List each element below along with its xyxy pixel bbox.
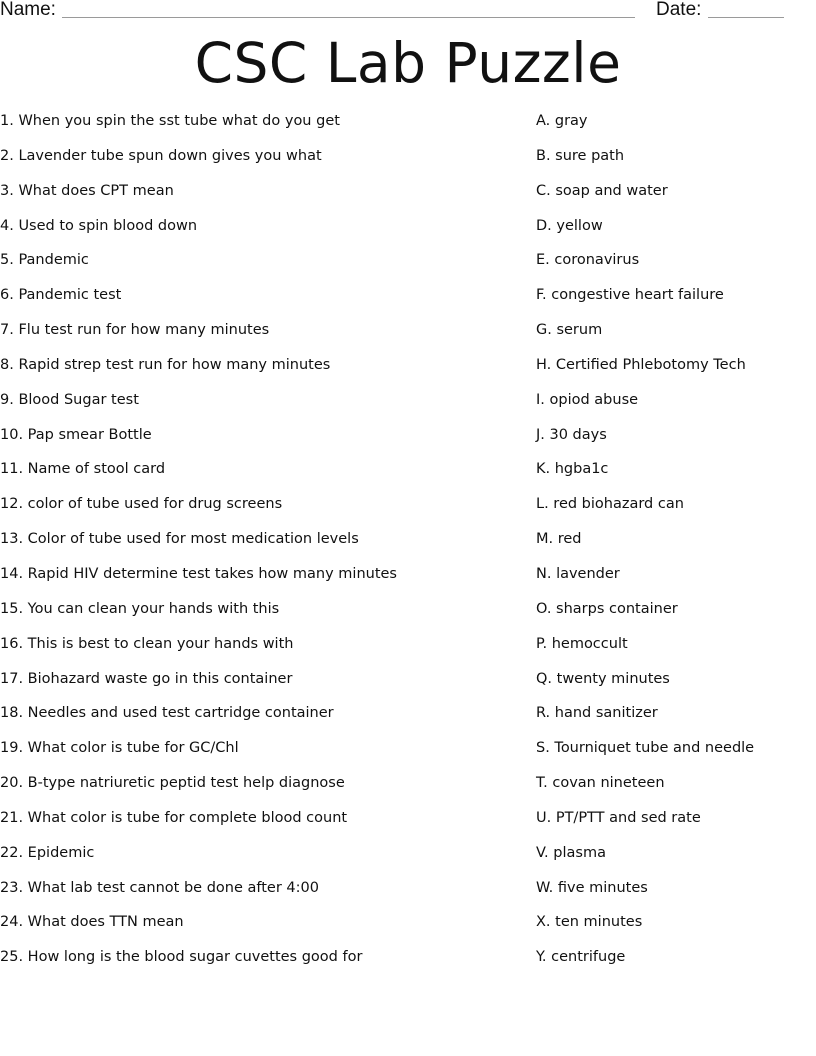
answer-item: H. Certified Phlebotomy Tech xyxy=(536,356,746,373)
header-row xyxy=(0,0,816,24)
clue-item: 17. Biohazard waste go in this container xyxy=(0,670,293,687)
clue-item: 16. This is best to clean your hands with xyxy=(0,635,294,652)
clue-item: 3. What does CPT mean xyxy=(0,182,174,199)
clue-item: 2. Lavender tube spun down gives you what xyxy=(0,147,322,164)
answer-list xyxy=(536,110,816,981)
answer-item: O. sharps container xyxy=(536,600,678,617)
answer-item: X. ten minutes xyxy=(536,914,643,931)
answer-item: A. gray xyxy=(536,113,588,129)
clue-item: 22. Epidemic xyxy=(0,844,95,861)
clue-item: 9. Blood Sugar test xyxy=(0,391,139,408)
answer-item: M. red xyxy=(536,531,582,548)
answer-item: F. congestive heart failure xyxy=(536,287,724,304)
answer-item: B. sure path xyxy=(536,147,625,164)
clue-item: 24. What does TTN mean xyxy=(0,914,184,931)
answer-item: R. hand sanitizer xyxy=(536,705,658,722)
clue-item: 5. Pandemic xyxy=(0,252,89,269)
clue-item: 8. Rapid strep test run for how many minutes xyxy=(0,356,331,373)
answer-item: E. coronavirus xyxy=(536,252,640,269)
clue-item: 18. Needles and used test cartridge container xyxy=(0,705,334,722)
answer-item: I. opiod abuse xyxy=(536,391,639,408)
answer-item: V. plasma xyxy=(536,844,606,861)
page-title: CSC Lab Puzzle xyxy=(194,31,622,95)
answer-item: K. hgba1c xyxy=(536,461,609,478)
name-blank-line xyxy=(62,17,635,18)
answer-item: S. Tourniquet tube and needle xyxy=(536,740,755,757)
clue-item: 13. Color of tube used for most medication levels xyxy=(0,531,359,548)
answer-item: Y. centrifuge xyxy=(536,949,626,966)
answer-item: J. 30 days xyxy=(536,426,607,443)
answer-item: P. hemoccult xyxy=(536,635,628,652)
clue-item: 25. How long is the blood sugar cuvettes good for xyxy=(0,949,363,966)
clue-item: 21. What color is tube for complete blood count xyxy=(0,809,348,826)
answer-item: C. soap and water xyxy=(536,182,668,199)
clue-item: 1. When you spin the sst tube what do you get xyxy=(0,113,340,129)
answer-item: W. five minutes xyxy=(536,879,648,896)
clue-item: 6. Pandemic test xyxy=(0,287,122,304)
clue-item: 12. color of tube used for drug screens xyxy=(0,496,283,513)
answer-item: T. covan nineteen xyxy=(536,775,665,792)
clue-item: 20. B-type natriuretic peptid test help diagnose xyxy=(0,775,345,792)
answer-item: L. red biohazard can xyxy=(536,496,684,513)
clue-item: 4. Used to spin blood down xyxy=(0,217,198,234)
clue-item: 7. Flu test run for how many minutes xyxy=(0,322,270,339)
clue-item: 14. Rapid HIV determine test takes how many minutes xyxy=(0,565,397,582)
clue-item: 19. What color is tube for GC/Chl xyxy=(0,740,239,757)
date-blank-line xyxy=(708,17,784,18)
answer-item: N. lavender xyxy=(536,565,620,582)
date-label: Date: xyxy=(656,0,702,20)
clue-item: 23. What lab test cannot be done after 4:00 xyxy=(0,879,319,896)
answer-item: G. serum xyxy=(536,322,603,339)
clue-item: 15. You can clean your hands with this xyxy=(0,600,280,617)
answer-item: Q. twenty minutes xyxy=(536,670,670,687)
clue-item: 10. Pap smear Bottle xyxy=(0,426,152,443)
clue-item: 11. Name of stool card xyxy=(0,461,166,478)
clue-list xyxy=(0,110,520,981)
answer-item: U. PT/PTT and sed rate xyxy=(536,809,701,826)
name-label: Name: xyxy=(0,0,56,20)
answer-item: D. yellow xyxy=(536,217,603,234)
